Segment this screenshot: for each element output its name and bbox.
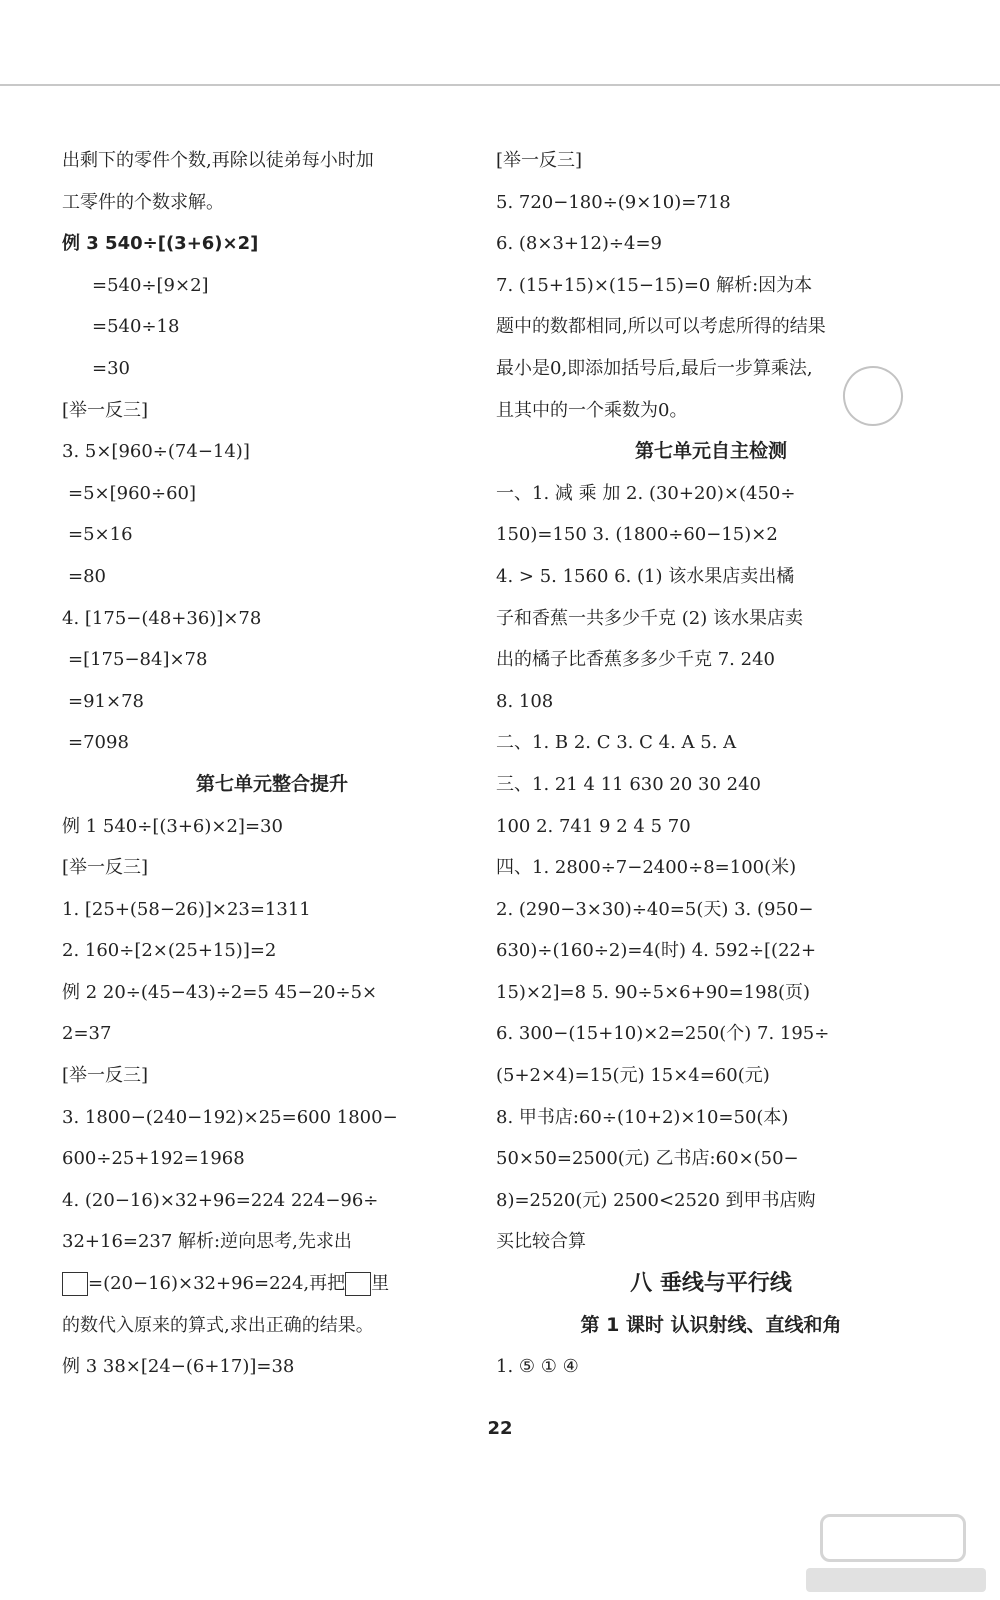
watermark-logo	[796, 1512, 986, 1592]
exercise-item: 3. 1800−(240−192)×25=600 1800−	[62, 1106, 398, 1128]
text-line: 150)=150 3. (1800÷60−15)×2	[496, 524, 778, 546]
text-line: 6. 300−(15+10)×2=250(个) 7. 195÷	[496, 1023, 830, 1045]
lesson-heading: 第 1 课时 认识射线、直线和角	[580, 1313, 842, 1336]
equation-step: =540÷[9×2]	[92, 274, 209, 296]
blank-box	[62, 1272, 88, 1296]
exercise-item: 6. (8×3+12)÷4=9	[496, 233, 662, 255]
blank-box	[345, 1272, 371, 1296]
text-line: 工零件的个数求解。	[62, 191, 224, 213]
exercise-item: 7. (15+15)×(15−15)=0 解析:因为本	[496, 274, 813, 296]
text-line: 四、1. 2800÷7−2400÷8=100(米)	[496, 857, 797, 879]
text-line: 600÷25+192=1968	[62, 1148, 245, 1170]
text-line: 8. 108	[496, 690, 554, 712]
equation-step: =[175−84]×78	[68, 649, 208, 671]
text-segment: 里	[371, 1273, 390, 1295]
text-line: 题中的数都相同,所以可以考虑所得的结果	[496, 316, 826, 338]
top-rule	[0, 84, 1000, 86]
text-line: 的数代入原来的算式,求出正确的结果。	[62, 1314, 374, 1336]
exercise-item: 1. ⑤ ① ④	[496, 1356, 579, 1378]
text-line: 4. > 5. 1560 6. (1) 该水果店卖出橘	[496, 565, 795, 587]
example-label: 例 2 20÷(45−43)÷2=5 45−20÷5×	[62, 981, 378, 1003]
exercise-item: 4. (20−16)×32+96=224 224−96÷	[62, 1189, 379, 1211]
chapter-heading: 八 垂线与平行线	[630, 1271, 792, 1297]
exercise-item: 2. 160÷[2×(25+15)]=2	[62, 940, 277, 962]
text-line: 8. 甲书店:60÷(10+2)×10=50(本)	[496, 1106, 789, 1128]
text-line: 最小是0,即添加括号后,最后一步算乘法,	[496, 357, 813, 379]
text-line-with-boxes	[62, 1263, 482, 1305]
text-line: 50×50=2500(元) 乙书店:60×(50−	[496, 1148, 799, 1170]
page-number: 22	[487, 1418, 513, 1439]
equation-step: =91×78	[68, 690, 144, 712]
section-heading: 第七单元自主检测	[634, 440, 787, 463]
text-line: 一、1. 减 乘 加 2. (30+20)×(450÷	[496, 482, 796, 504]
text-line: 100 2. 741 9 2 4 5 70	[496, 815, 691, 837]
text-line: 且其中的一个乘数为0。	[496, 399, 688, 421]
equation-step: =80	[68, 565, 106, 587]
text-line: 三、1. 21 4 11 630 20 30 240	[496, 773, 762, 795]
text-line: 子和香蕉一共多少千克 (2) 该水果店卖	[496, 607, 803, 629]
text-line: 8)=2520(元) 2500<2520 到甲书店购	[496, 1189, 816, 1211]
right-column	[496, 140, 926, 1388]
text-line: 出的橘子比香蕉多多少千克 7. 240	[496, 649, 775, 671]
section-heading: 第七单元整合提升	[195, 772, 348, 795]
section-label: [举一反三]	[62, 1065, 149, 1087]
exercise-item: 3. 5×[960÷(74−14)]	[62, 441, 250, 463]
equation-step: =5×16	[68, 524, 133, 546]
text-line: 2=37	[62, 1023, 112, 1045]
equation-step: =540÷18	[92, 316, 180, 338]
example-label: 例 3 540÷[(3+6)×2]	[62, 233, 259, 255]
equation-step: =7098	[68, 732, 129, 754]
text-line: 15)×2]=8 5. 90÷5×6+90=198(页)	[496, 981, 811, 1003]
equation-step: =30	[92, 357, 130, 379]
example-label: 例 1 540÷[(3+6)×2]=30	[62, 815, 283, 837]
text-segment: =(20−16)×32+96=224,再把	[88, 1273, 346, 1295]
text-line: 出剩下的零件个数,再除以徒弟每小时加	[62, 150, 374, 171]
text-line: 630)÷(160÷2)=4(时) 4. 592÷[(22+	[496, 940, 817, 962]
exercise-item: 4. [175−(48+36)]×78	[62, 607, 262, 629]
exercise-item: 1. [25+(58−26)]×23=1311	[62, 898, 311, 920]
exercise-item: 5. 720−180÷(9×10)=718	[496, 191, 731, 213]
text-line: 二、1. B 2. C 3. C 4. A 5. A	[496, 732, 737, 754]
text-line: (5+2×4)=15(元) 15×4=60(元)	[496, 1065, 770, 1087]
equation-step: =5×[960÷60]	[68, 482, 197, 504]
left-column	[62, 140, 482, 1388]
watermark-bar	[806, 1568, 986, 1592]
section-label: [举一反三]	[62, 857, 149, 879]
example-label: 例 3 38×[24−(6+17)]=38	[62, 1356, 295, 1378]
text-line: 2. (290−3×30)÷40=5(天) 3. (950−	[496, 898, 814, 920]
text-line: 买比较合算	[496, 1231, 586, 1253]
watermark-mark	[820, 1514, 966, 1562]
section-label: [举一反三]	[62, 399, 149, 421]
section-label: [举一反三]	[496, 150, 583, 171]
text-line: 32+16=237 解析:逆向思考,先求出	[62, 1231, 352, 1253]
